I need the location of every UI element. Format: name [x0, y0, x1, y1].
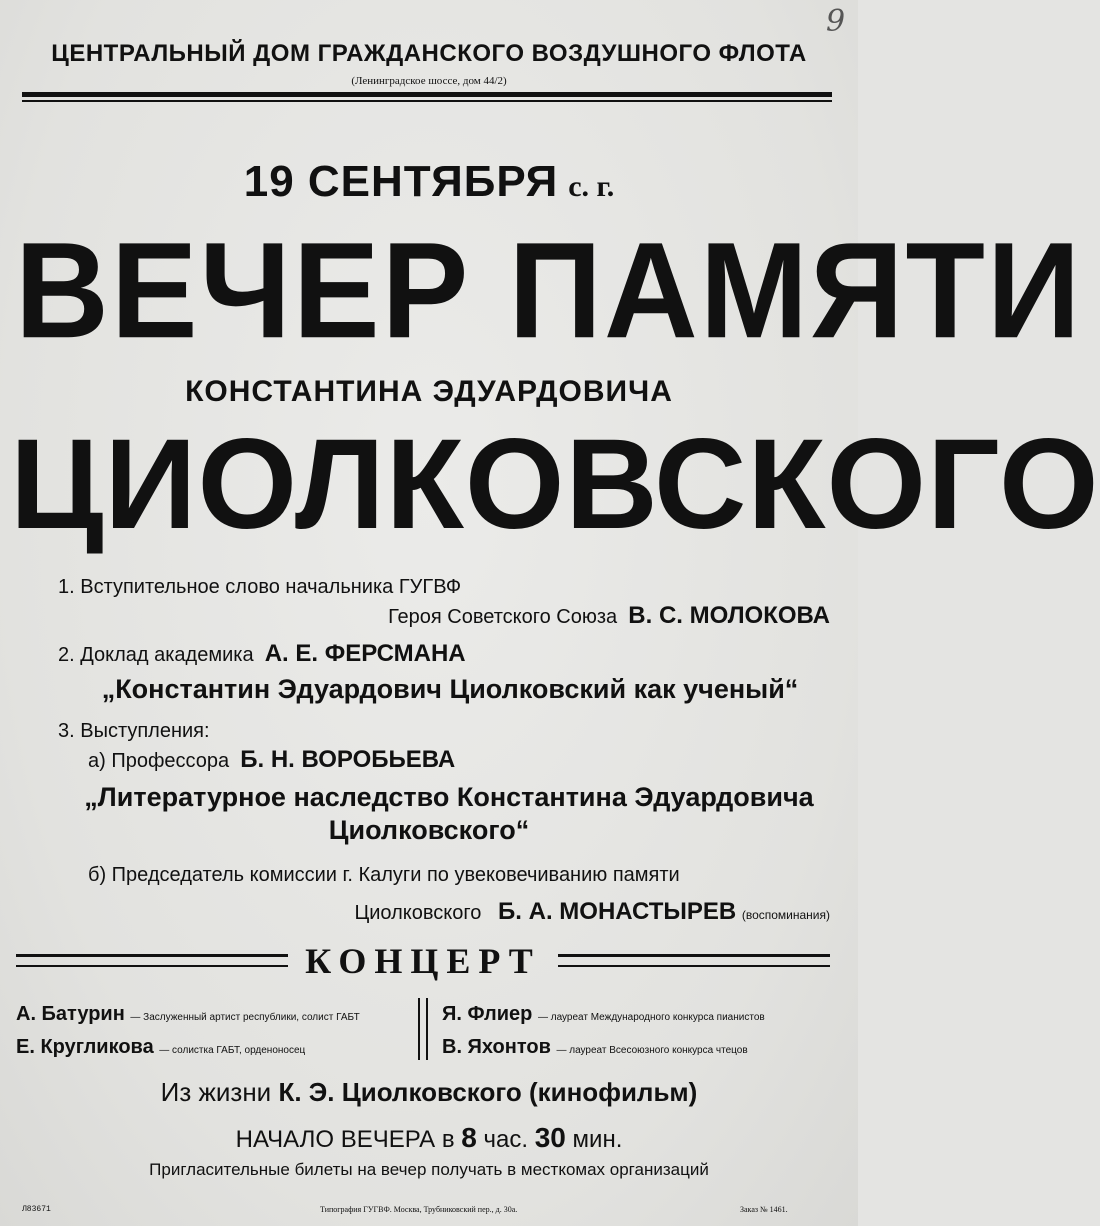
performer-3-note: — лауреат Международного конкурса пианистов [537, 1012, 765, 1023]
program-item-1-speaker [388, 602, 830, 630]
program-item-3b-note: (воспоминания) [741, 908, 830, 922]
program-item-3a-name: Б. Н. ВОРОБЬЕВА [240, 746, 456, 773]
performer-2 [16, 1036, 305, 1059]
start-post: мин. [572, 1126, 623, 1153]
program-item-3a [88, 746, 455, 774]
footer-code: Л83671 [22, 1205, 51, 1214]
program-item-2-title: „Константин Эдуардович Циолковский как ученый“ [101, 674, 799, 704]
program-item-3a-label: а) Профессора [88, 750, 230, 772]
program-item-3b-pre: Циолковского [354, 902, 482, 924]
program-item-2-name: А. Е. ФЕРСМАНА [264, 640, 466, 667]
start-time-line [0, 1122, 858, 1154]
start-pre: НАЧАЛО ВЕЧЕРА в [235, 1126, 455, 1153]
performer-4-name: В. Яхонтов [442, 1036, 551, 1058]
concert-heading [16, 940, 830, 980]
performer-3-name: Я. Флиер [442, 1003, 533, 1025]
header-rule-thin [22, 100, 832, 102]
performer-4 [442, 1036, 748, 1059]
page-number: 9 [826, 4, 846, 39]
event-title: ВЕЧЕР ПАМЯТИ [15, 213, 1083, 367]
program-item-3a-title-line2: Циолковского“ [328, 815, 530, 845]
invitation-note: Пригласительные билеты на вечер получать в месткомах организаций [149, 1160, 709, 1179]
performer-3 [442, 1003, 765, 1026]
date-big: 19 СЕНТЯБРЯ [243, 157, 559, 206]
program-item-3b-name: Б. А. МОНАСТЫРЕВ [498, 898, 737, 925]
program-item-3b: б) Председатель комиссии г. Калуги по увековечиванию памяти [88, 864, 680, 886]
performer-1-note: — Заслуженный артист республики, солист ГАБТ [130, 1012, 360, 1023]
event-name: КОНСТАНТИНА ЭДУАРДОВИЧА [185, 375, 673, 408]
start-mid: час. [483, 1126, 529, 1153]
date-line [0, 157, 858, 207]
start-hour: 8 [461, 1122, 477, 1153]
performer-2-name: Е. Кругликова [16, 1036, 154, 1058]
performer-1-name: А. Батурин [16, 1003, 125, 1025]
program-item-3b-speaker [354, 898, 830, 926]
performer-1 [16, 1003, 360, 1026]
program-item-2-label: 2. Доклад академика [58, 644, 254, 666]
header-title: ЦЕНТРАЛЬНЫЙ ДОМ ГРАЖДАНСКОГО ВОЗДУШНОГО ФЛОТА [51, 40, 807, 67]
program-item-3a-title-line1: „Литературное наследство Константина Эдуардовича [84, 782, 814, 812]
program-item-1: 1. Вступительное слово начальника ГУГВФ [58, 576, 462, 598]
film-pre: Из жизни [160, 1077, 272, 1107]
start-min: 30 [534, 1122, 566, 1153]
speaker-name: В. С. МОЛОКОВА [628, 602, 830, 629]
program-item-2 [58, 640, 466, 668]
event-surname: ЦИОЛКОВСКОГО [10, 413, 1100, 556]
film-line [0, 1077, 858, 1108]
footer-printer: Типография ГУГВФ. Москва, Трубниковский пер., д. 30а. [320, 1205, 518, 1214]
film-name: К. Э. Циолковского [278, 1077, 522, 1107]
header-address: (Ленинградское шоссе, дом 44/2) [351, 75, 507, 87]
concert-title: КОНЦЕРТ [305, 941, 541, 981]
performer-4-note: — лауреат Всесоюзного конкурса чтецов [556, 1045, 748, 1056]
header-rule-thick [22, 92, 832, 97]
performer-2-note: — солистка ГАБТ, орденоносец [159, 1045, 306, 1056]
performer-divider [418, 998, 428, 1060]
film-post: (кинофильм) [528, 1077, 698, 1107]
program-item-3: 3. Выступления: [58, 720, 210, 742]
date-suffix: с. г. [568, 170, 615, 203]
speaker-role: Героя Советского Союза [388, 606, 618, 628]
footer-order: Заказ № 1461. [740, 1205, 788, 1214]
